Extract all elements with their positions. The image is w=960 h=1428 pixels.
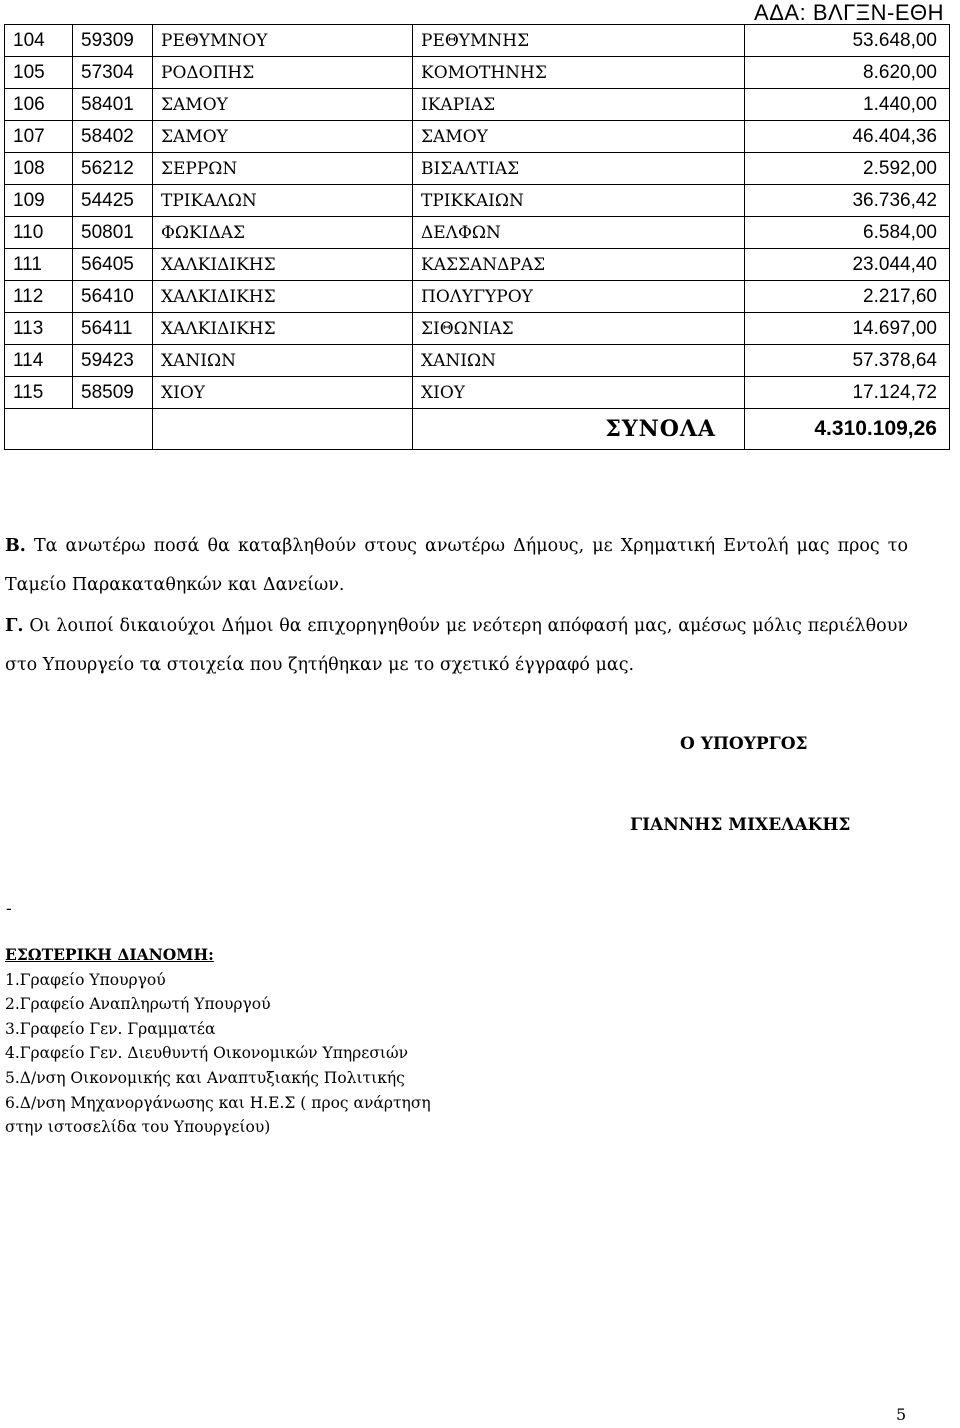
table-row: [5, 377, 950, 409]
distribution-item: στην ιστοσελίδα του Υπουργείου): [5, 1118, 271, 1137]
paragraph-g-text: Οι λοιποί δικαιούχοι Δήμοι θα επιχορηγηθούν με νεότερη απόφασή μας, αμέσως μόλις περιέλθουν στο Υπουργείο τα στοιχεία που ζητήθηκαν με το σχετικό έγγραφό μας.: [5, 616, 908, 675]
table-row: [5, 153, 950, 185]
municipality-cell: ΒΙΣΑΛΤΙΑΣ: [413, 153, 745, 185]
municipality-cell: ΠΟΛΥΓΥΡΟΥ: [413, 281, 745, 313]
municipality-cell: ΤΡΙΚΚΑΙΩΝ: [413, 185, 745, 217]
municipality-cell: ΚΑΣΣΑΝΔΡΑΣ: [413, 249, 745, 281]
row-number-cell: 112: [5, 281, 73, 313]
allocation-table: [4, 24, 950, 450]
prefecture-cell: ΡΕΘΥΜΝΟΥ: [153, 25, 413, 57]
distribution-item: 5.Δ/νση Οικονομικής και Αναπτυξιακής Πολιτικής: [5, 1068, 405, 1087]
amount-cell: 8.620,00: [745, 57, 950, 89]
amount-cell: 14.697,00: [745, 313, 950, 345]
amount-cell: 17.124,72: [745, 377, 950, 409]
row-number-cell: 110: [5, 217, 73, 249]
code-cell: 59423: [73, 345, 153, 377]
code-cell: 58509: [73, 377, 153, 409]
ada-code: ΑΔΑ: ΒΛΓΞΝ-ΕΘΗ: [754, 0, 944, 25]
table-row: [5, 345, 950, 377]
code-cell: 54425: [73, 185, 153, 217]
paragraph-b: [5, 527, 908, 605]
prefecture-cell: ΧΑΛΚΙΔΙΚΗΣ: [153, 249, 413, 281]
prefecture-cell: ΣΕΡΡΩΝ: [153, 153, 413, 185]
signature-title: Ο ΥΠΟΥΡΓΟΣ: [680, 734, 808, 754]
municipality-cell: ΣΑΜΟΥ: [413, 121, 745, 153]
distribution-heading: ΕΣΩΤΕΡΙΚΗ ΔΙΑΝΟΜΗ:: [5, 945, 214, 964]
amount-cell: 57.378,64: [745, 345, 950, 377]
separator-dash: -: [6, 899, 12, 919]
prefecture-cell: ΧΑΝΙΩΝ: [153, 345, 413, 377]
row-number-cell: 107: [5, 121, 73, 153]
total-row: [5, 409, 950, 450]
table-row: [5, 281, 950, 313]
code-cell: 58402: [73, 121, 153, 153]
row-number-cell: 105: [5, 57, 73, 89]
amount-cell: 46.404,36: [745, 121, 950, 153]
amount-cell: 2.592,00: [745, 153, 950, 185]
distribution-item: 6.Δ/νση Μηχανοργάνωσης και Η.Ε.Σ ( προς ανάρτηση: [5, 1093, 431, 1112]
row-number-cell: 106: [5, 89, 73, 121]
code-cell: 57304: [73, 57, 153, 89]
total-amount: 4.310.109,26: [745, 409, 950, 450]
table-row: [5, 249, 950, 281]
row-number-cell: 113: [5, 313, 73, 345]
municipality-cell: ΣΙΘΩΝΙΑΣ: [413, 313, 745, 345]
code-cell: 56411: [73, 313, 153, 345]
amount-cell: 6.584,00: [745, 217, 950, 249]
row-number-cell: 108: [5, 153, 73, 185]
municipality-cell: ΚΟΜΟΤΗΝΗΣ: [413, 57, 745, 89]
prefecture-cell: ΡΟΔΟΠΗΣ: [153, 57, 413, 89]
row-number-cell: 111: [5, 249, 73, 281]
paragraph-g-label: Γ.: [5, 616, 24, 636]
municipality-cell: ΡΕΘΥΜΝΗΣ: [413, 25, 745, 57]
code-cell: 58401: [73, 89, 153, 121]
code-cell: 56410: [73, 281, 153, 313]
row-number-cell: 104: [5, 25, 73, 57]
paragraph-g: [5, 607, 908, 685]
amount-cell: 1.440,00: [745, 89, 950, 121]
distribution-item: 3.Γραφείο Γεν. Γραμματέα: [5, 1019, 216, 1038]
paragraph-b-label: Β.: [5, 536, 26, 556]
code-cell: 56405: [73, 249, 153, 281]
table-row: [5, 217, 950, 249]
code-cell: 50801: [73, 217, 153, 249]
total-label: ΣΥΝΟΛΑ: [413, 409, 745, 450]
table-row: [5, 185, 950, 217]
paragraph-b-text: Τα ανωτέρω ποσά θα καταβληθούν στους ανωτέρω Δήμους, με Χρηματική Εντολή μας προς το Ταμείο Παρακαταθηκών και Δανείων.: [5, 536, 908, 595]
row-number-cell: 115: [5, 377, 73, 409]
table-row: [5, 57, 950, 89]
distribution-item: 1.Γραφείο Υπουργού: [5, 970, 166, 989]
internal-distribution: [5, 943, 431, 1140]
prefecture-cell: ΣΑΜΟΥ: [153, 89, 413, 121]
amount-cell: 2.217,60: [745, 281, 950, 313]
code-cell: 56212: [73, 153, 153, 185]
amount-cell: 36.736,42: [745, 185, 950, 217]
municipality-cell: ΙΚΑΡΙΑΣ: [413, 89, 745, 121]
table-row: [5, 121, 950, 153]
municipality-cell: ΔΕΛΦΩΝ: [413, 217, 745, 249]
table-row: [5, 313, 950, 345]
prefecture-cell: ΧΑΛΚΙΔΙΚΗΣ: [153, 281, 413, 313]
row-number-cell: 114: [5, 345, 73, 377]
amount-cell: 53.648,00: [745, 25, 950, 57]
signature-name: ΓΙΑΝΝΗΣ ΜΙΧΕΛΑΚΗΣ: [630, 815, 851, 835]
table-row: [5, 89, 950, 121]
row-number-cell: 109: [5, 185, 73, 217]
prefecture-cell: ΤΡΙΚΑΛΩΝ: [153, 185, 413, 217]
empty-cell: [5, 409, 153, 450]
distribution-list: [5, 968, 431, 1140]
prefecture-cell: ΦΩΚΙΔΑΣ: [153, 217, 413, 249]
municipality-cell: ΧΙΟΥ: [413, 377, 745, 409]
prefecture-cell: ΧΙΟΥ: [153, 377, 413, 409]
allocation-table-body: [5, 25, 950, 450]
page-number: 5: [896, 1405, 907, 1424]
amount-cell: 23.044,40: [745, 249, 950, 281]
empty-cell: [153, 409, 413, 450]
prefecture-cell: ΧΑΛΚΙΔΙΚΗΣ: [153, 313, 413, 345]
table-row: [5, 25, 950, 57]
municipality-cell: ΧΑΝΙΩΝ: [413, 345, 745, 377]
distribution-item: 2.Γραφείο Αναπληρωτή Υπουργού: [5, 995, 271, 1014]
prefecture-cell: ΣΑΜΟΥ: [153, 121, 413, 153]
distribution-item: 4.Γραφείο Γεν. Διευθυντή Οικονομικών Υπηρεσιών: [5, 1044, 409, 1063]
code-cell: 59309: [73, 25, 153, 57]
